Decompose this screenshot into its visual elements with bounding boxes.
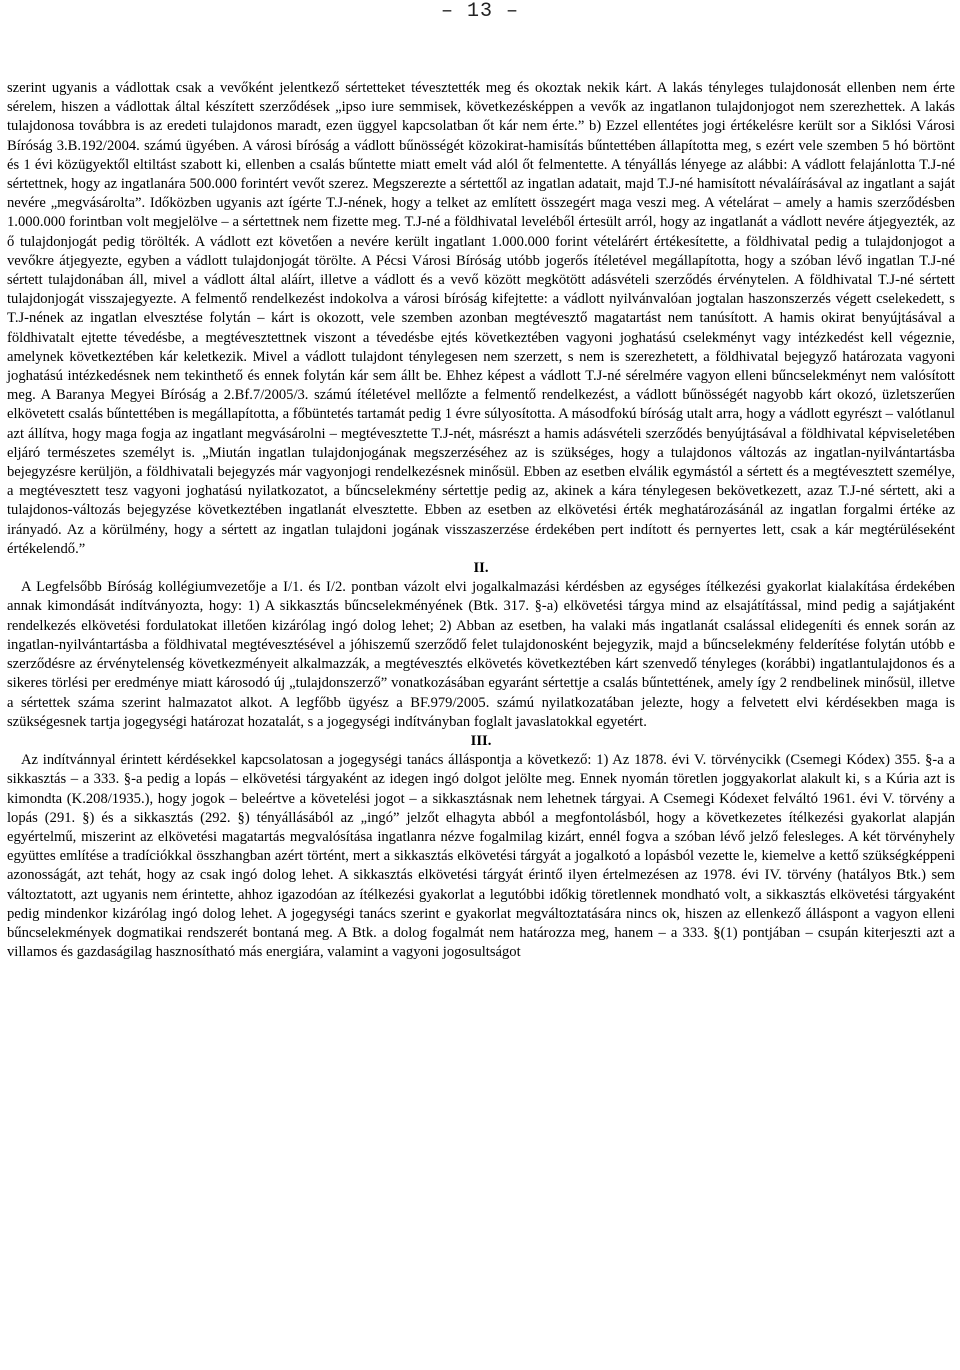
- section2-paragraph: A Legfelsőbb Bíróság kollégiumvezetője a I/1. és I/2. pontban vázolt elvi jogalkalmazási kérdésben az egységes ítélkezési gyakorlat kialakítása érdekében annak kimondását indítványozta, hogy: 1) A sikkasztás bűncselekményének (Btk. 317. §-a) elkövetési tárgya mind az elsajátítással, mind pedig a sajátjaként rendelkezés elkövetési fordulatokat illetően kizárólag ingó dolog lehet; 2) Abban az esetben, ha valaki más ingatlanát csalással elidegeníti és ennek során az ingatlan-nyilvántartásba a földhivatal megtévesztésével a jóhiszemű szerződő felet tulajdonosként bejegyzik, majd a bűncselekmény felderítése folytán utóbb e szerződésre az érvénytelenség következményeit alkalmazzák, a megtévesztés elkövetés következtében kárt szenvedő tényleges (korábbi) ingatlantulajdonos és a sikeres törlési per eredménye miatt károsodó új „tulajdonszerző” vonatkozásában egyaránt sértettje a csalás bűntettének, amely így 2 rendbelinek minősül, illetve a sértettek száma szerint halmazatot alkot. A legfőbb ügyész a BF.979/2005. számú nyilatkozatában jelezte, hogy a felvetett elvi kérdésekben maga is szükségesnek tartja jogegységi határozat hozatalát, s a jogegységi indítványban foglalt javaslatokkal egyetért.: [7, 579, 955, 730]
- section2-heading: II.: [473, 560, 489, 577]
- section1-paragraph: szerint ugyanis a vádlottak csak a vevőként jelentkező sértetteket tévesztették meg és okoztak nekik kárt. A lakás tényleges tulajdonosát ellenben nem érte sérelem, hiszen a vádlottak által készített szerződések „ipso iure semmisek, következésképpen a vevők az ingatlanon tulajdonjogot nem szerezhettek. A lakás tulajdonosa továbbra is az eredeti tulajdonos maradt, ezen üggyel kapcsolatban őt kár nem érte.” b) Ezzel ellentétes jogi értékelésre került sor a Siklósi Városi Bíróság 3.B.192/2004. számú ügyében. A városi bíróság a vádlott bűnösségét közokirat-hamisítás bűntettében állapította meg, s ezért vele szemben 5 hó börtönt és 1 évi közügyektől eltiltást szabott ki, ellenben a csalás bűntette miatt emelt vád alól őt felmentette. A tényállás lényege az alábbi: A vádlott felajánlotta T.J-né sértettnek, hogy az ingatlanára 500.000 forintért vevőt szerez. Megszerezte a sértettől az ingatlan adatait, majd T.J-né hamisított névaláírásával az ingatlant a saját nevére „megvásárolta”. Időközben ugyanis azt ígérte T.J-nének, hogy a telket az említett összegért maga veszi meg. A vételárat – amely a hamis szerződésben 1.000.000 forintban volt megjelölve – a sértettnek nem fizette meg. T.J-né a földhivatal leveléből értesült arról, hogy az ingatlanát a vádlott nevére átjegyezték, az ő tulajdonjogát pedig törölték. A vádlott ezt követően a nevére került ingatlant 1.000.000 forint vételárért értékesítette, a földhivatal pedig a tulajdonjogot a vevőkre átjegyezte, egyben a vádlott tulajdonjogát törölte. A Pécsi Városi Bíróság utóbb jogerős ítéletével megállapította, hogy a szóban lévő ingatlan T.J-né sértett tulajdonában áll, mivel a vádlott által aláírt, illetve a vádlott és a vevő között megkötött adásvételi szerződés érvénytelen. A földhivatal T.J-né sértett tulajdonjogát visszajegyezte. A felmentő rendelkezést indokolva a városi bíróság kifejtette: a vádlott nyilvánvalóan jogtalan haszonszerzés végett cselekedett, s T.J-nének az ingatlan elvesztése folytán – kárt is okozott, vele szemben azonban megtévesztő magatartást nem tanúsított. A hamis okirat benyújtásával a földhivatalt ejtette tévedésbe, a megtévesztettnek viszont a tévedésbe ejtés következtében vagyoni joghatású cselekményt vagy intézkedést kell végeznie, amelynek következtében kár keletkezik. Mivel a vádlott tulajdont ténylegesen nem szerzett, s nem is szerezhetett, a földhivatal bejegyző határozata vagyoni joghatású intézkedésnek nem tekinthető és ennek folytán kár sem állt be. Ehhez képest a vádlott T.J-né sérelmére vagyon elleni bűncselekményt nem valósított meg. A Baranya Megyei Bíróság a 2.Bf.7/2005/3. számú ítéletével mellőzte a felmentő rendelkezést, a vádlott bűnösségét nagyobb kárt okozó, üzletszerűen elkövetett csalás bűntettében is megállapította, a főbüntetés tartamát pedig 1 évre súlyosította. A másodfokú bíróság utalt arra, hogy a vádlott egyrészt – valótlanul azt állítva, hogy maga fogja az ingatlant megvásárolni – megtévesztette T.J-nét, másrészt a hamis adásvételi szerződés benyújtásával a földhivatal képviseletében eljáró természetes személyt is. „Miután ingatlan tulajdonjogának megszerzéséhez az is szükséges, hogy a tulajdonos változás az ingatlan-nyilvántartásba bejegyzésre kerüljön, a földhivatali bejegyzés már vagyonjogi rendelkezésnek minősül. Ebben az esetben elválik egymástól a sértett és a megtévesztett személye, a megtévesztett tesz vagyoni joghatású nyilatkozatot, a bűncselekmény sértettje pedig az, akinek a kára ténylegesen bekövetkezett, azaz T.J-né sértett, aki a tulajdonos-változás bejegyzése következtében ingatlanát elvesztette. Ebben az esetben az elkövetési érték meghatározásánál az ingatlan forgalmi értéke az irányadó. Az a körülmény, hogy a sértett az ingatlan tulajdoni jogának visszaszerzése érdekében pert indított és pernyertes lett, csak a kár megtérüléseként értékelendő.”: [7, 80, 955, 557]
- section3-paragraph: Az indítvánnyal érintett kérdésekkel kapcsolatosan a jogegységi tanács álláspontja a következő: 1) Az 1878. évi V. törvénycikk (Csemegi Kódex) 355. §-a a sikkasztás – a 333. §-a pedig a lopás – elkövetési tárgyaként az idegen ingó dolgot jelölte meg. Ennek nyomán töretlen joggyakorlat alakult ki, s a Kúria azt is kimondta (K.208/1935.), hogy jogok – beleértve a követelési jogot – a sikkasztásnak nem lehetnek tárgyai. A Csemegi Kódexet felváltó 1961. évi V. törvény a lopás (291. §) és a sikkasztás (292. §) tényállásából az „ingó” jelzőt elhagyta abból a megfontolásból, hogy a következetes ítélkezési gyakorlat alapján egyértelmű, miszerint az elkövetési magatartás megvalósítása ingatlanra nézve fogalmilag kizárt, ennél fogva a szóban lévő jelző felesleges. A két törvényhely együttes említése a tradíciókkal összhangban azért történt, mert a sikkasztás elkövetési tárgyát a jogalkotó a lopásból vezette le, kiemelve a kettő szükségképpeni azonosságát, azt tehát, hogy az csak ingó dolog lehet. A sikkasztás elkövetési tárgyát érintő ilyen értelmezésen az 1978. évi IV. törvény (hatályos Btk.) sem változtatott, azt ugyanis nem érintette, ahhoz igazodóan az ítélkezési gyakorlat a legutóbbi időkig töretlennek mondható volt, a sikkasztás elkövetési tárgyaként pedig mindenkor kizárólag ingó dolog lehet. A jogegységi tanács szerint e gyakorlat megváltoztatására nincs ok, hiszen az ellenkező álláspont a vagyon elleni bűncselekmények dogmatikai rendszerét bontaná meg. A Btk. a dolog fogalmát nem határozza meg, hanem – a 333. §(1) pontjában – csupán kiterjeszti azt a villamos és gazdaságilag hasznosítható más energiára, valamint a vagyoni jogosultságot: [7, 752, 955, 961]
- document-body: [7, 79, 955, 962]
- page-number: – 13 –: [440, 0, 519, 23]
- section3-heading: III.: [470, 732, 492, 749]
